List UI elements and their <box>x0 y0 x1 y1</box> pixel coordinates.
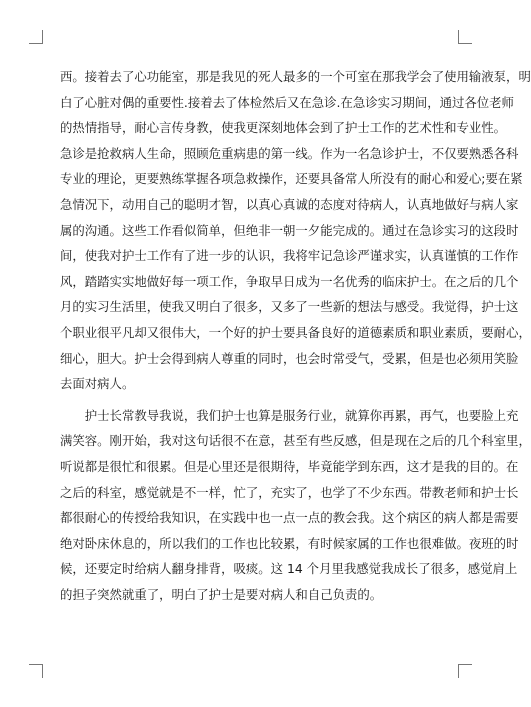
text-line: 属的沟通。这些工作看似简单，但绝非一朝一夕能完成的。通过在急诊实习的这段时 <box>60 222 519 238</box>
text-line: 白了心脏对偶的重要性.接着去了体检然后又在急诊.在急诊实习期间，通过各位老师 <box>60 94 514 110</box>
text-line: 细心，胆大。护士会得到病人尊重的同时，也会时常受气，受累，但是也必须用笑脸 <box>60 350 519 366</box>
text-line: 西。接着去了心功能室，那是我见的死人最多的一个可室在那我学会了使用输液泵，明 <box>60 69 531 84</box>
crop-mark-bottom-right <box>458 664 472 678</box>
text-line: 专业的理论，更要熟练掌握各项急救操作，还要具备常人所没有的耐心和爱心;要在紧 <box>60 171 523 187</box>
text-line: 的热情指导，耐心言传身教，使我更深刻地体会到了护士工作的艺术性和专业性。 <box>60 120 507 136</box>
text-line: 风，踏踏实实地做好每一项工作，争取早日成为一名优秀的临床护士。在之后的几个 <box>60 273 519 289</box>
text-line: 都很耐心的传授给我知识，在实践中也一点一点的教会我。这个病区的病人都是需要 <box>60 510 519 526</box>
crop-mark-top-right <box>458 30 472 44</box>
text-line: 去面对病人。 <box>60 376 135 392</box>
text-line: 急情况下，动用自己的聪明才智，以真心真诚的态度对待病人，认真地做好与病人家 <box>60 196 519 212</box>
document-body <box>60 64 531 607</box>
text-line: 候，还要定时给病人翻身排背，吸痰。这 14 个月里我感觉我成长了很多，感觉肩上 <box>60 561 518 577</box>
paragraph-1 <box>60 64 531 397</box>
paragraph-2 <box>60 403 531 608</box>
crop-mark-top-left <box>29 30 43 44</box>
text-line: 急诊是抢救病人生命，照顾危重病患的第一线。作为一名急诊护士，不仅要熟悉各科 <box>60 145 519 161</box>
text-line: 护士长常教导我说，我们护士也算是服务行业，就算你再累，再气，也要脸上充 <box>60 407 519 423</box>
text-line: 听说都是很忙和很累。但是心里还是很期待，毕竟能学到东西，这才是我的目的。在 <box>60 458 519 474</box>
crop-mark-bottom-left <box>29 664 43 678</box>
text-line: 绝对卧床休息的，所以我们的工作也比较累，有时候家属的工作也很难做。夜班的时 <box>60 535 519 551</box>
text-line: 之后的科室，感觉就是不一样，忙了，充实了，也学了不少东西。带教老师和护士长 <box>60 484 519 500</box>
text-line: 个职业很平凡却又很伟大，一个好的护士要具备良好的道德素质和职业素质，要耐心， <box>60 324 531 340</box>
text-line: 月的实习生活里，使我又明白了很多，又多了一些新的想法与感受。我觉得，护士这 <box>60 299 519 315</box>
text-line: 间，使我对护士工作有了进一步的认识，我将牢记急诊严谨求实，认真谨慎的工作作 <box>60 248 519 264</box>
text-line: 的担子突然就重了，明白了护士是要对病人和自己负责的。 <box>60 586 383 602</box>
text-line: 满笑容。刚开始，我对这句话很不在意，甚至有些反感，但是现在之后的几个科室里， <box>60 433 531 449</box>
